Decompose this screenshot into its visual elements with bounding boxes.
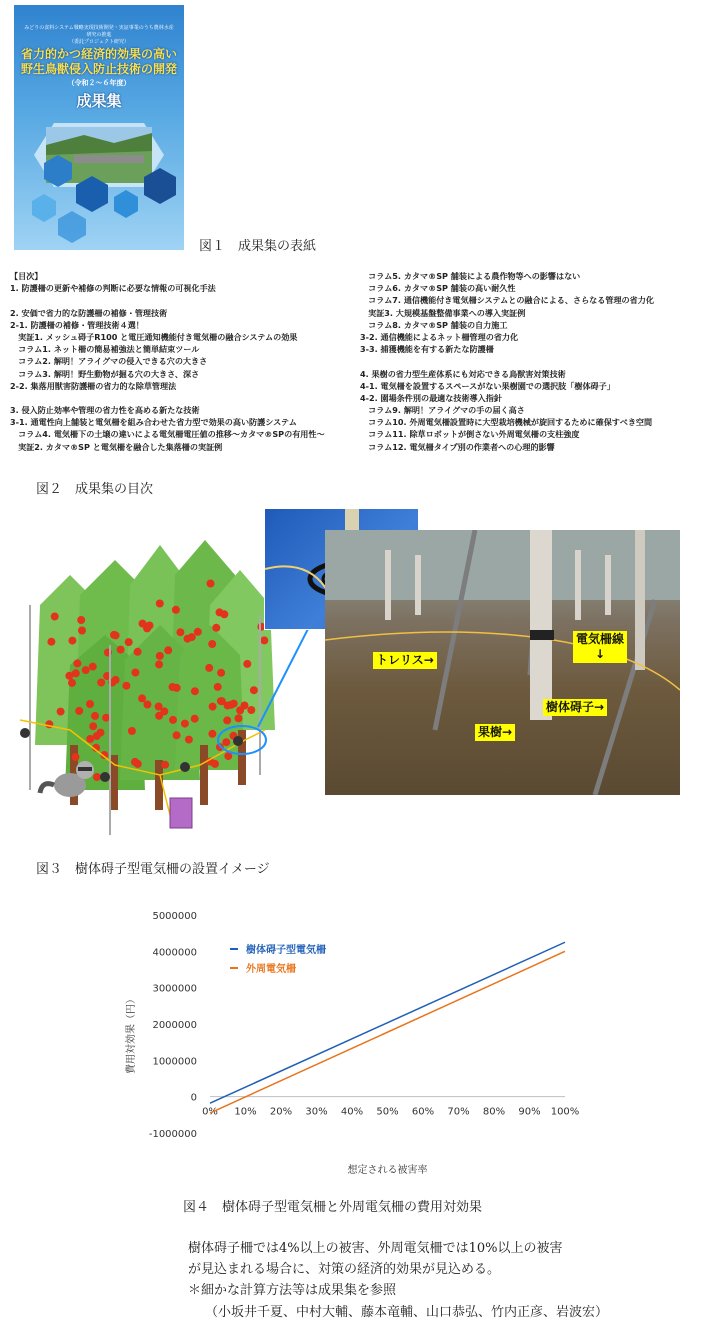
legend-label-1: 外周電気柵 bbox=[246, 964, 296, 975]
apple bbox=[75, 707, 83, 715]
toc-entry: コラム5. カタマ®SP 舗装による農作物等への影響はない bbox=[360, 271, 581, 281]
toc-entry: 4. 果樹の省力型生産体系にも対応できる鳥獣害対策技術 bbox=[360, 368, 566, 379]
x-tick-label: 0% bbox=[202, 1106, 218, 1118]
apple bbox=[77, 616, 85, 624]
toc-entry: コラム12. 電気柵タイプ別の作業者への心理的影響 bbox=[360, 441, 555, 452]
toc-entry: コラム3. 解明！野生動物が掘る穴の大きさ、深さ bbox=[10, 368, 200, 379]
series-line-1 bbox=[210, 951, 565, 1113]
cost-effectiveness-chart bbox=[110, 905, 590, 1185]
toc-entry: 2-2. 集落用獣害防護柵の省力的な除草管理法 bbox=[10, 380, 177, 391]
apple bbox=[156, 600, 164, 608]
apple bbox=[89, 722, 97, 730]
apple bbox=[260, 636, 268, 644]
y-tick-label: 4000000 bbox=[152, 947, 197, 959]
apple bbox=[112, 676, 120, 684]
apple bbox=[128, 727, 136, 735]
legend-label-0: 樹体碍子型電気柵 bbox=[246, 945, 326, 956]
cover-image bbox=[14, 5, 184, 250]
toc-entry: コラム9. 解明！アライグマの手の届く高さ bbox=[360, 405, 525, 416]
apple bbox=[230, 700, 238, 708]
label-fruit-tree: 果樹→ bbox=[475, 724, 515, 741]
x-tick-label: 30% bbox=[305, 1106, 328, 1118]
x-tick-label: 10% bbox=[234, 1106, 257, 1118]
apple bbox=[208, 730, 216, 738]
x-axis-title: 想定される被害率 bbox=[347, 1165, 428, 1176]
toc-entry: 3-3. 捕獲機能を有する新たな防護柵 bbox=[360, 344, 494, 355]
y-tick-label: -1000000 bbox=[148, 1129, 197, 1140]
toc-entry: コラム7. 通信機能付き電気柵システムとの融合による、さらなる管理の省力化 bbox=[360, 295, 654, 306]
apple bbox=[217, 697, 225, 705]
apple bbox=[241, 702, 249, 710]
apple bbox=[72, 753, 80, 761]
fig4-caption: 図４ 樹体碍子型電気柵と外周電気柵の費用対効果 bbox=[183, 1200, 483, 1215]
y-tick-label: 5000000 bbox=[152, 911, 197, 922]
toc-entry: コラム6. カタマ®SP 舗装の高い耐久性 bbox=[360, 283, 516, 294]
x-tick-label: 80% bbox=[482, 1106, 506, 1118]
toc-entry: コラム11. 除草ロボットが倒さない外周電気柵の支柱強度 bbox=[360, 429, 580, 440]
toc-entry: 4-1. 電気柵を設置するスペースがない果樹園での選択肢「樹体碍子」 bbox=[360, 380, 615, 391]
apple bbox=[134, 760, 142, 768]
toc-entry: コラム10. 外周電気柵設置時に大型栽培機械が旋回するために確保すべき空間 bbox=[360, 417, 653, 428]
cover-years: （令和２～６年度） bbox=[67, 79, 131, 87]
toc-entry: 3-1. 通電性向上舗装と電気柵を組み合わせた省力型で効果の高い防護システム bbox=[10, 417, 297, 428]
apple bbox=[164, 646, 172, 654]
orchard-photo bbox=[325, 530, 680, 795]
toc-entry: 2. 安価で省力的な防護柵の補修・管理技術 bbox=[10, 307, 168, 318]
summary-note: ＊細かな計算方法等は成果集を参照 bbox=[188, 1283, 397, 1298]
toc-entry: 4-2. 園場条件別の最適な技術導入指針 bbox=[360, 392, 502, 403]
apple bbox=[235, 714, 243, 722]
summary-line1: 樹体碍子柵では4%以上の被害、外周電気柵では10%以上の被害 bbox=[188, 1241, 563, 1256]
apple bbox=[68, 637, 76, 645]
apple bbox=[216, 608, 224, 616]
apple bbox=[191, 715, 199, 723]
toc-entry: コラム8. カタマ®SP 舗装の自力施工 bbox=[360, 319, 508, 330]
apple bbox=[139, 620, 147, 628]
toc-entry bbox=[360, 355, 654, 367]
apple bbox=[131, 669, 139, 677]
x-tick-label: 90% bbox=[518, 1106, 541, 1118]
summary-line2: が見込まれる場合に、対策の経済的効果が見込める。 bbox=[188, 1262, 501, 1277]
apple bbox=[73, 659, 81, 667]
apple bbox=[122, 682, 130, 690]
apple bbox=[47, 638, 55, 646]
toc-entry: コラム2. 解明！アライグマの侵入できる穴の大きさ bbox=[10, 356, 208, 367]
cover-title-line1: 省力的かつ経済的効果の高い bbox=[20, 47, 177, 61]
apple bbox=[247, 706, 255, 714]
energizer-box bbox=[170, 798, 192, 828]
apple bbox=[191, 687, 199, 695]
apple bbox=[156, 652, 164, 660]
apple bbox=[86, 735, 94, 743]
apple bbox=[188, 633, 196, 641]
x-tick-label: 60% bbox=[411, 1106, 435, 1118]
apple bbox=[208, 640, 216, 648]
toc-entry: 実証1. メッシュ碍子R100 と電圧通知機能付き電気柵の融合システムの効果 bbox=[10, 331, 298, 342]
toc-entry: 実証2. カタマ®SP と電気柵を融合した集落柵の実証例 bbox=[10, 441, 223, 452]
apple bbox=[250, 686, 258, 694]
apple bbox=[181, 720, 189, 728]
apple bbox=[211, 760, 219, 768]
cover-label: 成果集 bbox=[76, 92, 122, 110]
toc-entry: 3. 侵入防止効率や管理の省力性を高める新たな技術 bbox=[10, 405, 200, 416]
apple bbox=[57, 708, 65, 716]
y-tick-label: 3000000 bbox=[152, 983, 197, 995]
label-electric-wire-line2: ↓ bbox=[594, 647, 606, 661]
toc-entry bbox=[10, 392, 325, 404]
apple bbox=[169, 683, 177, 691]
label-trellis: トレリス→ bbox=[373, 652, 437, 669]
apple bbox=[214, 683, 222, 691]
apple bbox=[222, 738, 230, 746]
apple bbox=[78, 627, 86, 635]
apple bbox=[146, 622, 154, 630]
toc-left-column bbox=[10, 270, 325, 453]
cover-title bbox=[20, 47, 178, 77]
apple bbox=[125, 638, 133, 646]
apple bbox=[205, 664, 213, 672]
apple bbox=[51, 613, 59, 621]
label-tree-insulator: 樹体碍子→ bbox=[543, 699, 607, 716]
authors: （小坂井千夏、中村大輔、藤本竜輔、山口恭弘、竹内正彦、岩波宏） bbox=[205, 1305, 609, 1320]
apple bbox=[97, 679, 105, 687]
x-tick-label: 40% bbox=[340, 1106, 364, 1118]
x-tick-label: 70% bbox=[447, 1106, 470, 1118]
label-electric-wire-line1: 電気柵線 bbox=[576, 632, 625, 646]
x-tick-label: 100% bbox=[550, 1106, 580, 1118]
apple bbox=[68, 679, 76, 687]
apple bbox=[172, 606, 180, 614]
label-electric-wire bbox=[573, 631, 627, 663]
apple bbox=[82, 666, 90, 674]
cover-top-text: みどりの食料システム戦略実現技術開発・実証事業のうち農林水産研究の推進 （委託プロジェクト研究） bbox=[24, 25, 174, 45]
apple bbox=[102, 714, 110, 722]
apple bbox=[97, 729, 105, 737]
fig3-caption: 図３ 樹体碍子型電気柵の設置イメージ bbox=[36, 862, 270, 877]
apple bbox=[223, 716, 231, 724]
toc-entry: 3-2. 通信機能によるネット柵管理の省力化 bbox=[360, 331, 519, 342]
toc-entry: コラム1. ネット柵の簡易補強法と簡単結束ツール bbox=[10, 344, 200, 355]
apple bbox=[209, 703, 217, 711]
apple bbox=[112, 631, 120, 639]
apple bbox=[207, 580, 215, 588]
x-tick-label: 50% bbox=[376, 1106, 399, 1118]
apple bbox=[176, 628, 184, 636]
toc-entry bbox=[10, 294, 325, 306]
toc-entry: 2-1. 防護柵の補修・管理技術４選！ bbox=[10, 319, 144, 330]
apple bbox=[86, 700, 94, 708]
apple bbox=[212, 624, 220, 632]
toc-entry: 1. 防護柵の更新や補修の判断に必要な情報の可視化手法 bbox=[10, 283, 216, 294]
fig1-caption: 図１ 成果集の表紙 bbox=[199, 239, 317, 254]
apple bbox=[185, 736, 193, 744]
apple bbox=[160, 707, 168, 715]
y-tick-label: 0 bbox=[190, 1092, 197, 1104]
apple bbox=[169, 716, 177, 724]
apple bbox=[91, 712, 99, 720]
apple bbox=[194, 628, 202, 636]
apple bbox=[134, 648, 142, 656]
cover-title-line2: 野生鳥獣侵入防止技術の開発 bbox=[20, 62, 177, 76]
toc-right-column bbox=[360, 270, 654, 453]
apple bbox=[93, 773, 101, 781]
apple bbox=[72, 669, 80, 677]
apple bbox=[217, 669, 225, 677]
y-axis-title: 費用対効果（円） bbox=[126, 994, 137, 1074]
apple bbox=[138, 694, 146, 702]
apple bbox=[143, 701, 151, 709]
apple bbox=[243, 660, 251, 668]
apple bbox=[117, 646, 125, 654]
toc-entry: コラム4. 電気柵下の土壌の違いによる電気柵電圧値の推移～カタマ®SPの有用性～ bbox=[10, 429, 325, 440]
apple bbox=[89, 663, 97, 671]
y-tick-label: 2000000 bbox=[152, 1020, 197, 1031]
toc-entry: 【目次】 bbox=[10, 271, 43, 281]
apple bbox=[155, 660, 163, 668]
x-tick-label: 20% bbox=[269, 1106, 293, 1118]
apple bbox=[173, 731, 181, 739]
toc-entry: 実証3. 大規模基盤整備事業への導入実証例 bbox=[360, 307, 526, 318]
y-tick-label: 1000000 bbox=[152, 1056, 197, 1068]
fig2-caption: 図２ 成果集の目次 bbox=[36, 482, 154, 497]
apple bbox=[161, 761, 169, 769]
